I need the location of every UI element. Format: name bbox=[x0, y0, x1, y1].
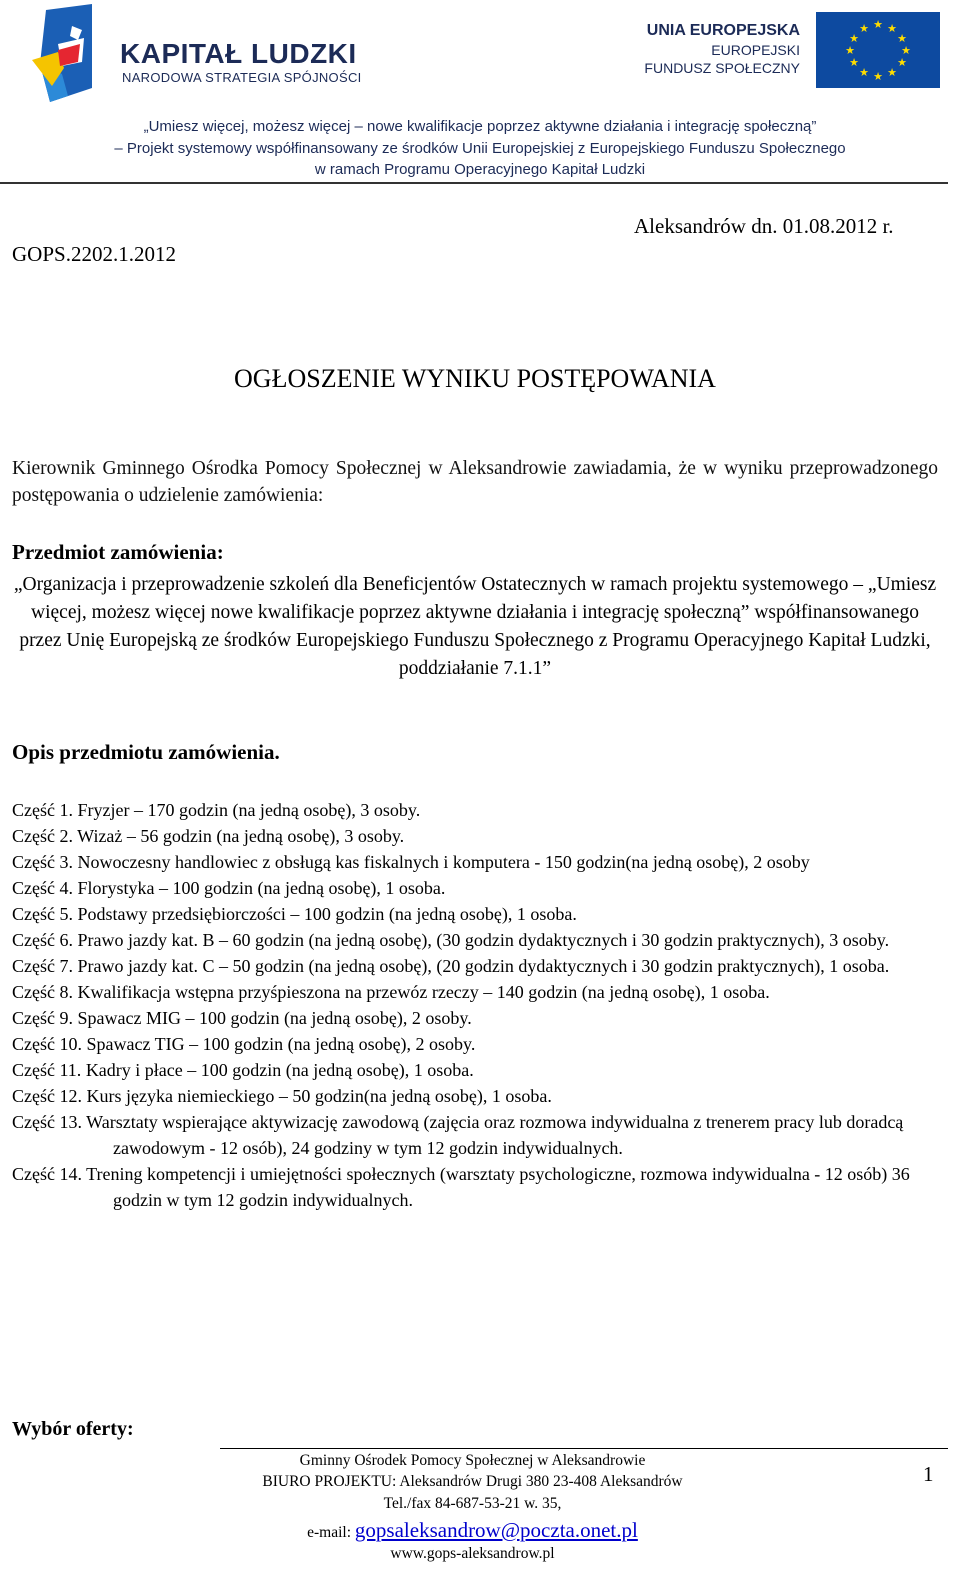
list-item bbox=[12, 797, 938, 823]
kapital-ludzki-title: KAPITAŁ LUDZKI bbox=[120, 38, 357, 69]
svg-text:★: ★ bbox=[897, 32, 907, 45]
list-item bbox=[12, 1057, 938, 1083]
part-text: Trening kompetencji i umiejętności społecznych (warsztaty psychologiczne, rozmowa indywidualna - 12 osób) 36 godzin w tym 12 godzin indywidualnych. bbox=[86, 1164, 910, 1210]
page-title: OGŁOSZENIE WYNIKU POSTĘPOWANIA bbox=[234, 364, 716, 393]
list-item bbox=[12, 823, 938, 849]
part-text: Fryzjer – 170 godzin (na jedną osobę), 3 osoby. bbox=[77, 800, 421, 820]
footer-phone: Tel./fax 84-687-53-21 w. 35, bbox=[383, 1495, 562, 1512]
part-text: Kadry i płace – 100 godzin (na jedną osobę), 1 osoba. bbox=[85, 1060, 474, 1080]
part-label: Część 1. bbox=[12, 800, 73, 820]
part-label: Część 9. bbox=[12, 1008, 73, 1028]
kapital-ludzki-emblem-icon bbox=[28, 4, 118, 104]
part-label: Część 11. bbox=[12, 1060, 82, 1080]
document-number: GOPS.2202.1.2012 bbox=[12, 242, 176, 266]
part-text: Nowoczesny handlowiec z obsługą kas fiskalnych i komputera - 150 godzin(na jedną osobę), 2 osoby bbox=[77, 852, 810, 872]
svg-text:★: ★ bbox=[897, 56, 907, 69]
svg-text:★: ★ bbox=[873, 70, 883, 83]
list-item bbox=[12, 1109, 938, 1161]
part-text: Spawacz TIG – 100 godzin (na jedną osobę), 2 osoby. bbox=[86, 1034, 476, 1054]
part-label: Część 14. bbox=[12, 1164, 82, 1184]
part-text: Kurs języka niemieckiego – 50 godzin(na jedną osobę), 1 osoba. bbox=[86, 1086, 552, 1106]
parts-list bbox=[12, 797, 938, 1213]
subject-text: „Organizacja i przeprowadzenie szkoleń dla Beneficjentów Ostatecznych w ramach projektu systemowego – „Umiesz więcej, możesz więcej nowe kwalifikacje poprzez aktywne działania i integrację społeczną” współfinansowanego przez Unię Europejską ze środków Europejskiego Funduszu Społecznego z Programu Operacyjnego Kapitał Ludzki, poddziałanie 7.1.1” bbox=[13, 574, 937, 679]
part-label: Część 2. bbox=[12, 826, 73, 846]
eu-flag-icon bbox=[816, 12, 940, 88]
footer-address: BIURO PROJEKTU: Aleksandrów Drugi 380 23-408 Aleksandrów bbox=[262, 1473, 683, 1490]
part-text: Wizaż – 56 godzin (na jedną osobę), 3 osoby. bbox=[77, 826, 405, 846]
svg-text:★: ★ bbox=[859, 22, 869, 35]
project-motto-line2: – Projekt systemowy współfinansowany ze środków Unii Europejskiej z Europejskiego Funduszu Społecznego bbox=[114, 140, 846, 157]
project-motto-line3: w ramach Programu Operacyjnego Kapitał Ludzki bbox=[314, 161, 646, 178]
part-text: Spawacz MIG – 100 godzin (na jedną osobę), 2 osoby. bbox=[77, 1008, 472, 1028]
list-item bbox=[12, 1083, 938, 1109]
list-item bbox=[12, 1005, 938, 1031]
page-number: 1 bbox=[923, 1462, 934, 1486]
part-label: Część 5. bbox=[12, 904, 73, 924]
svg-text:★: ★ bbox=[849, 56, 859, 69]
part-text: Florystyka – 100 godzin (na jedną osobę), 1 osoba. bbox=[77, 878, 446, 898]
part-label: Część 4. bbox=[12, 878, 73, 898]
offer-heading: Wybór oferty: bbox=[12, 1418, 134, 1440]
svg-text:★: ★ bbox=[873, 18, 883, 31]
intro-paragraph: Kierownik Gminnego Ośrodka Pomocy Społecznej w Aleksandrowie zawiadamia, że w wyniku przeprowadzonego postępowania o udzielenie zamówienia: bbox=[12, 458, 938, 506]
svg-text:★: ★ bbox=[901, 44, 911, 57]
description-heading: Opis przedmiotu zamówienia. bbox=[12, 740, 280, 764]
eu-logo-line3: FUNDUSZ SPOŁECZNY bbox=[644, 60, 800, 76]
kapital-ludzki-subtitle: NARODOWA STRATEGIA SPÓJNOŚCI bbox=[122, 70, 362, 85]
part-text: Prawo jazdy kat. C – 50 godzin (na jedną osobę), (20 godzin dydaktycznych i 30 godzin praktycznych), 1 osoba. bbox=[77, 956, 890, 976]
part-label: Część 10. bbox=[12, 1034, 82, 1054]
document-date: Aleksandrów dn. 01.08.2012 r. bbox=[634, 214, 894, 238]
list-item bbox=[12, 953, 938, 979]
footer-website[interactable]: www.gops-aleksandrow.pl bbox=[390, 1545, 555, 1562]
subject-heading: Przedmiot zamówienia: bbox=[12, 540, 224, 564]
list-item bbox=[12, 875, 938, 901]
list-item bbox=[12, 927, 938, 953]
footer-institution: Gminny Ośrodek Pomocy Społecznej w Aleksandrowie bbox=[299, 1452, 646, 1469]
part-text: Warsztaty wspierające aktywizację zawodową (zajęcia oraz rozmowa indywidualna z trenerem pracy lub doradcą zawodowym - 12 osób), 24 godziny w tym 12 godzin indywidualnych. bbox=[86, 1112, 904, 1158]
eu-logo-line1: UNIA EUROPEJSKA bbox=[646, 22, 800, 39]
part-label: Część 7. bbox=[12, 956, 73, 976]
part-text: Podstawy przedsiębiorczości – 100 godzin (na jedną osobę), 1 osoba. bbox=[77, 904, 577, 924]
svg-text:★: ★ bbox=[845, 44, 855, 57]
svg-text:★: ★ bbox=[887, 66, 897, 79]
svg-text:★: ★ bbox=[859, 66, 869, 79]
eu-efs-logo bbox=[622, 12, 940, 92]
list-item bbox=[12, 849, 938, 875]
email-label: e-mail: bbox=[307, 1524, 352, 1541]
part-text: Prawo jazdy kat. B – 60 godzin (na jedną osobę), (30 godzin dydaktycznych i 30 godzin praktycznych), 3 osoby. bbox=[77, 930, 890, 950]
list-item bbox=[12, 1031, 938, 1057]
footer-email-line bbox=[200, 1518, 745, 1543]
kapital-ludzki-logo bbox=[24, 4, 384, 104]
email-link[interactable]: gopsaleksandrow@poczta.onet.pl bbox=[354, 1518, 638, 1542]
part-label: Część 12. bbox=[12, 1086, 82, 1106]
part-label: Część 6. bbox=[12, 930, 73, 950]
list-item bbox=[12, 1161, 938, 1213]
part-label: Część 8. bbox=[12, 982, 73, 1002]
project-motto-line1: „Umiesz więcej, możesz więcej – nowe kwalifikacje poprzez aktywne działania i integrację społeczną” bbox=[143, 118, 817, 135]
svg-text:★: ★ bbox=[849, 32, 859, 45]
part-label: Część 13. bbox=[12, 1112, 82, 1132]
eu-logo-line2: EUROPEJSKI bbox=[711, 42, 800, 58]
svg-text:★: ★ bbox=[887, 22, 897, 35]
list-item bbox=[12, 901, 938, 927]
part-label: Część 3. bbox=[12, 852, 73, 872]
part-text: Kwalifikacja wstępna przyśpieszona na przewóz rzeczy – 140 godzin (na jedną osobę), 1 osoba. bbox=[77, 982, 770, 1002]
header-divider bbox=[0, 182, 948, 184]
footer-divider bbox=[220, 1448, 948, 1449]
list-item bbox=[12, 979, 938, 1005]
